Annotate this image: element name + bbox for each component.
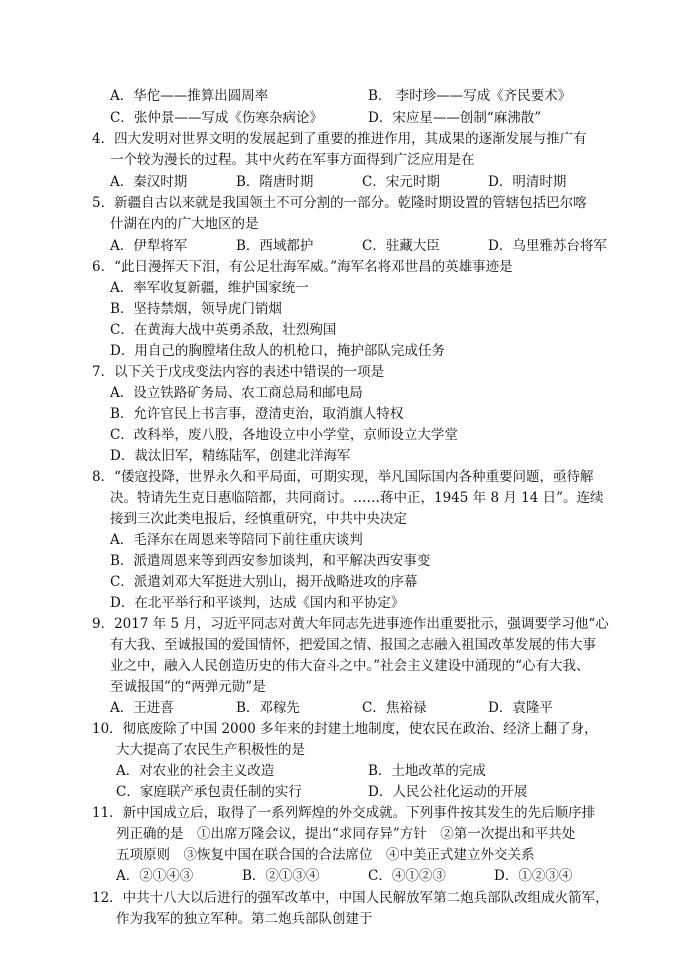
q11-option-d: D．①②③④ xyxy=(494,868,573,884)
q11-stem-line-1: 11．新中国成立后，取得了一系列辉煌的外交成就。下列事件按其发生的先后顺序排 xyxy=(92,805,596,821)
q10-stem-line-2: 大大提高了农民生产积极性的是 xyxy=(116,742,305,758)
q6-option-d: D．用自己的胸膛堵住敌人的机枪口，掩护部队完成任务 xyxy=(110,343,445,359)
q5-stem-line-2: 什湖在内的广大地区的是 xyxy=(110,216,259,232)
q3-option-a: A．华佗——推算出圆周率 xyxy=(110,88,269,104)
q12-stem-line-2: 作为我军的独立军种。第二炮兵部队创建于 xyxy=(116,911,373,927)
q8-option-a: A．毛泽东在周恩来等陪同下前往重庆谈判 xyxy=(110,532,363,548)
q4-stem-line-1: 4．四大发明对世界文明的发展起到了重要的推进作用，其成果的逐渐发展与推广有 xyxy=(92,131,587,147)
q4-option-c: C．宋元时期 xyxy=(362,174,440,190)
q10-option-c: C．家庭联产承包责任制的实行 xyxy=(116,784,302,800)
q4-option-a: A．秦汉时期 xyxy=(110,174,188,190)
q8-option-c: C．派遣刘邓大军挺进大别山，揭开战略进攻的序幕 xyxy=(110,574,418,590)
q6-option-b: B．坚持禁烟，领导虎门销烟 xyxy=(110,301,282,317)
q10-option-b: B．土地改革的完成 xyxy=(368,763,486,779)
q7-stem-line-1: 7．以下关于戊戌变法内容的表述中错误的一项是 xyxy=(92,364,385,380)
q7-option-a: A．设立铁路矿务局、农工商总局和邮电局 xyxy=(110,385,363,401)
q7-option-d: D．裁汰旧军，精练陆军，创建北洋海军 xyxy=(110,448,351,464)
q5-option-c: C．驻藏大臣 xyxy=(362,238,440,254)
q11-stem-line-3: 五项原则 ③恢复中国在联合国的合法席位 ④中美正式建立外交关系 xyxy=(116,847,535,863)
q11-stem-line-2: 列正确的是 ①出席万隆会议，提出“求同存异”方针 ②第一次提出和平共处 xyxy=(116,826,576,842)
q9-stem-line-1: 9．2017 年 5 月，习近平同志对黄大年同志先进事迹作出重要批示，强调要学习他“心 xyxy=(92,616,609,632)
q8-stem-line-2: 决。特请先生克日惠临陪都，共同商讨。……蒋中正，1945 年 8 月 14 日”。连续 xyxy=(110,490,604,506)
q8-stem-line-1: 8．“倭寇投降，世界永久和平局面，可期实现，举凡国际国内各种重要问题，亟待解 xyxy=(92,469,594,485)
q8-stem-line-3: 接到三次此类电报后，经慎重研究，中共中央决定 xyxy=(110,511,407,527)
q7-option-b: B．允许官民上书言事，澄清吏治，取消旗人特权 xyxy=(110,406,404,422)
q5-option-b: B．西域都护 xyxy=(236,238,314,254)
q7-option-c: C．改科举，废八股，各地设立中小学堂，京师设立大学堂 xyxy=(110,427,458,443)
q10-option-a: A．对农业的社会主义改造 xyxy=(116,763,275,779)
q5-option-a: A．伊犁将军 xyxy=(110,238,188,254)
q11-option-b: B．②①③④ xyxy=(242,868,320,884)
q9-stem-line-4: 至诚报国”的“两弹元勋”是 xyxy=(110,679,266,695)
q9-stem-line-2: 有大我、至诚报国的爱国情怀，把爱国之情、报国之志融入祖国改革发展的伟大事 xyxy=(110,637,596,653)
q6-option-a: A．率军收复新疆，维护国家统一 xyxy=(110,280,309,296)
q8-option-d: D．在北平举行和平谈判，达成《国内和平协定》 xyxy=(110,595,405,611)
q6-stem-line-1: 6．“此日漫挥天下泪，有公足壮海军威。”海军名将邓世昌的英雄事迹是 xyxy=(92,259,513,275)
q10-stem-line-1: 10．彻底废除了中国 2000 多年来的封建土地制度，使农民在政治、经济上翻了身， xyxy=(92,721,598,737)
q4-stem-line-2: 一个较为漫长的过程。其中火药在军事方面得到广泛应用是在 xyxy=(110,152,475,168)
q9-option-b: B．邓稼先 xyxy=(236,700,300,716)
q10-option-d: D．人民公社化运动的开展 xyxy=(368,784,528,800)
q5-stem-line-1: 5．新疆自古以来就是我国领土不可分割的一部分。乾隆时期设置的管辖包括巴尔喀 xyxy=(92,195,587,211)
q6-option-c: C．在黄海大战中英勇杀敌，壮烈殉国 xyxy=(110,322,337,338)
q4-option-d: D．明清时期 xyxy=(488,174,567,190)
q9-option-d: D．袁隆平 xyxy=(488,700,553,716)
q3-option-b: B． 李时珍——写成《齐民要术》 xyxy=(368,88,572,104)
q11-option-c: C．④①②③ xyxy=(368,868,446,884)
q12-stem-line-1: 12．中共十八大以后进行的强军改革中，中国人民解放军第二炮兵部队改组成火箭军， xyxy=(92,890,609,906)
q9-option-c: C．焦裕禄 xyxy=(362,700,427,716)
q3-option-c: C．张仲景——写成《伤寒杂病论》 xyxy=(110,110,323,126)
q3-option-d: D．宋应星——创制“麻沸散” xyxy=(368,110,542,126)
q9-stem-line-3: 业之中，融入人民创造历史的伟大奋斗之中。”社会主义建设中涌现的“心有大我、 xyxy=(110,658,590,674)
q11-option-a: A．②①④③ xyxy=(116,868,194,884)
q5-option-d: D．乌里雅苏台将军 xyxy=(488,238,607,254)
q9-option-a: A．王进喜 xyxy=(110,700,174,716)
q8-option-b: B．派遣周恩来等到西安参加谈判，和平解决西安事变 xyxy=(110,553,431,569)
q4-option-b: B．隋唐时期 xyxy=(236,174,314,190)
